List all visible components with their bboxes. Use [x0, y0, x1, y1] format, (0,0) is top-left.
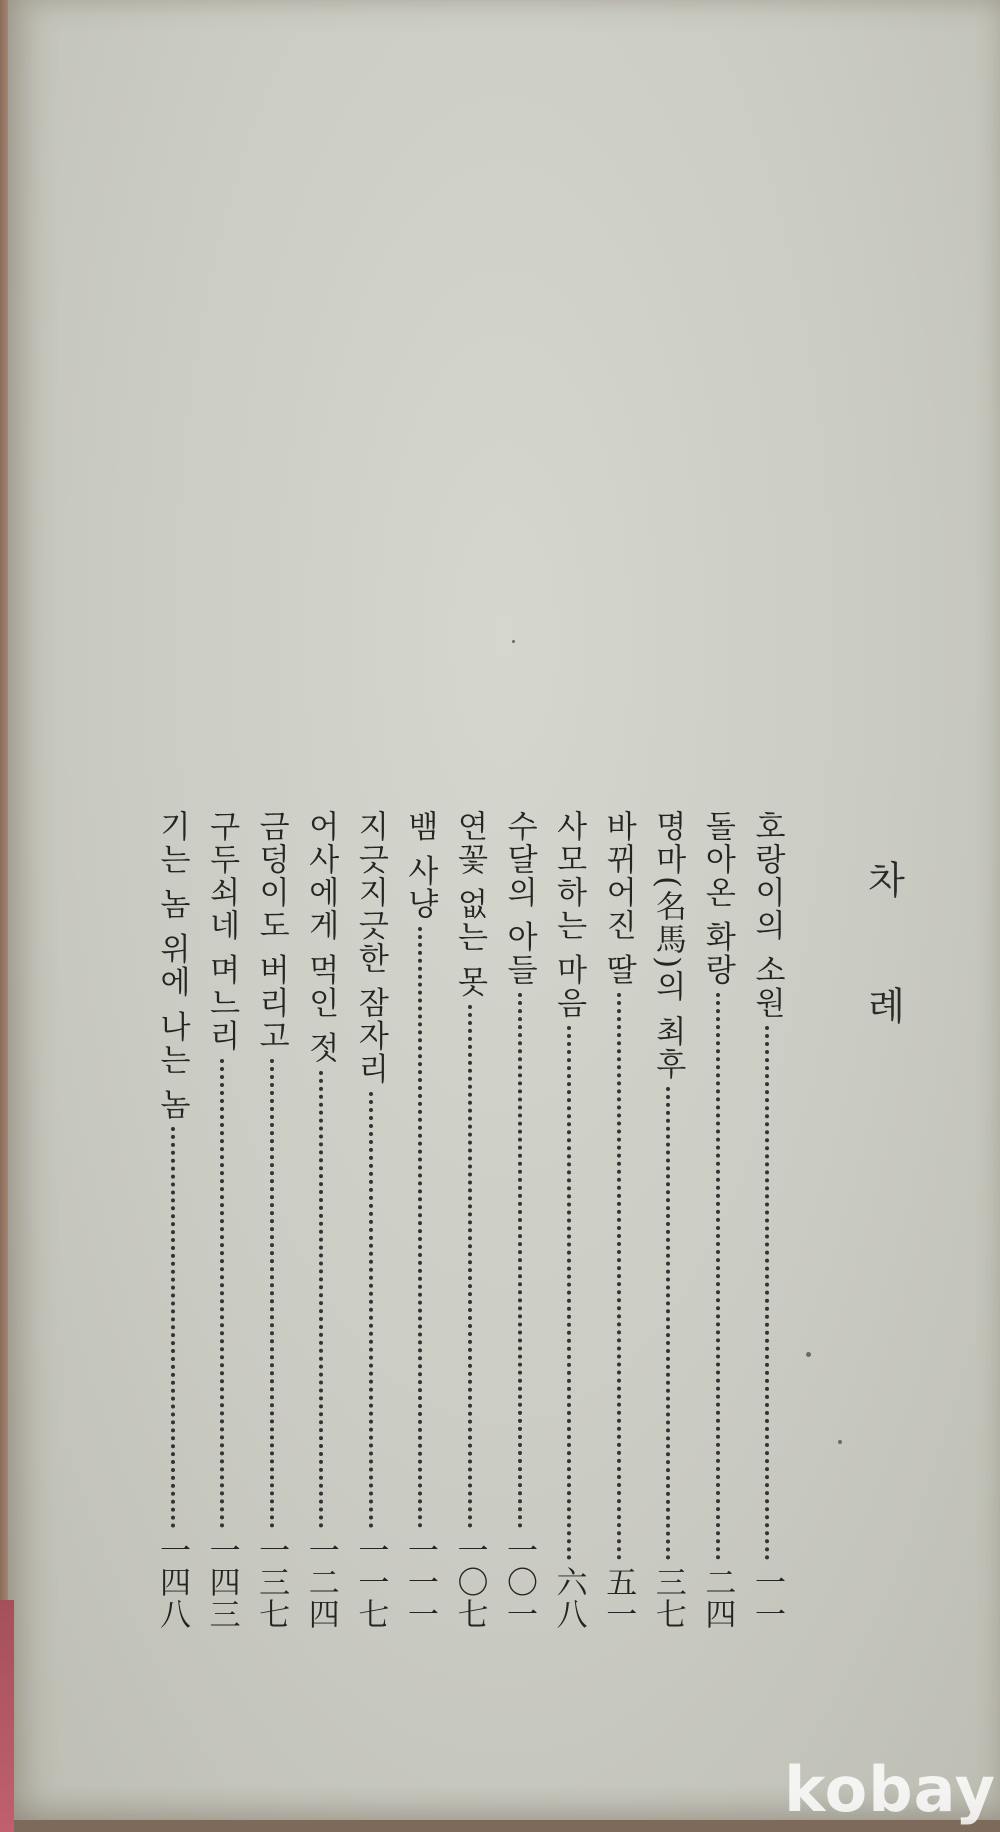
dot-leader [617, 993, 621, 1560]
toc-entry [547, 810, 592, 1630]
toc-entry-page: 一一七 [352, 1534, 389, 1630]
toc-entry-page: 三七 [649, 1566, 686, 1630]
dot-leader [716, 993, 720, 1560]
toc-entry-title: 사모하는 마음 [550, 810, 587, 1020]
watermark-logo: kobay [784, 1753, 996, 1826]
dot-leader [319, 1071, 323, 1528]
toc-entry-page: 一四八 [154, 1534, 190, 1630]
toc-entry-title: 금덩이도 버리고 [253, 810, 290, 1053]
toc-entry-title: 바뀌어진 딸 [600, 810, 637, 987]
toc-entry-page: 一一一 [401, 1534, 438, 1630]
toc-entry [398, 810, 443, 1630]
toc-heading: 차 례 [861, 860, 905, 1063]
dot-leader [518, 993, 522, 1528]
toc-entry-title: 어사에게 먹인 젓 [302, 810, 339, 1065]
toc-entry-page: 一二四 [302, 1534, 339, 1630]
paper-speck [838, 1440, 842, 1444]
toc-entry-title: 명마(名馬)의 최후 [649, 810, 686, 1082]
dot-leader [567, 1026, 571, 1560]
toc-entry [745, 810, 790, 1630]
paper-speck [806, 1352, 811, 1357]
toc-entry-title: 뱀 사냥 [401, 810, 438, 921]
dot-leader [369, 1092, 373, 1528]
toc-entry-title: 수달의 아들 [501, 810, 538, 987]
dot-leader [171, 1127, 175, 1528]
dot-leader [220, 1059, 224, 1528]
dot-leader [418, 927, 422, 1528]
toc-entry-title: 기는 놈 위에 나는 놈 [154, 810, 190, 1122]
toc-entry [596, 810, 641, 1630]
toc-entry [447, 810, 492, 1630]
table-of-contents [150, 810, 790, 1630]
toc-entry [348, 810, 393, 1630]
toc-entry-page: 一一 [748, 1566, 785, 1630]
dot-leader [270, 1059, 274, 1528]
dot-leader [765, 1026, 769, 1560]
toc-entry-page: 一〇七 [451, 1534, 488, 1630]
toc-entry [646, 810, 691, 1630]
toc-entry [299, 810, 344, 1630]
toc-entry-title: 연꽃 없는 못 [451, 810, 488, 999]
toc-entry [497, 810, 542, 1630]
toc-entry [150, 810, 195, 1630]
toc-entry [695, 810, 740, 1630]
dot-leader [666, 1087, 670, 1560]
toc-entry-page: 一〇一 [501, 1534, 538, 1630]
toc-entry-page: 五一 [600, 1566, 637, 1630]
toc-entry-page: 二四 [699, 1566, 736, 1630]
toc-entry [249, 810, 294, 1630]
toc-entry-page: 一三七 [253, 1534, 290, 1630]
cover-edge [0, 1600, 14, 1832]
toc-entry-page: 一四三 [203, 1534, 240, 1630]
paper-speck [512, 640, 515, 643]
toc-entry [200, 810, 245, 1630]
dot-leader [468, 1005, 472, 1528]
toc-entry-page: 六八 [550, 1566, 587, 1630]
toc-entry-title: 돌아온 화랑 [699, 810, 736, 987]
toc-entry-title: 호랑이의 소원 [748, 810, 785, 1020]
toc-entry-title: 구두쇠네 며느리 [203, 810, 240, 1053]
toc-entry-title: 지긋지긋한 잠자리 [352, 810, 389, 1086]
